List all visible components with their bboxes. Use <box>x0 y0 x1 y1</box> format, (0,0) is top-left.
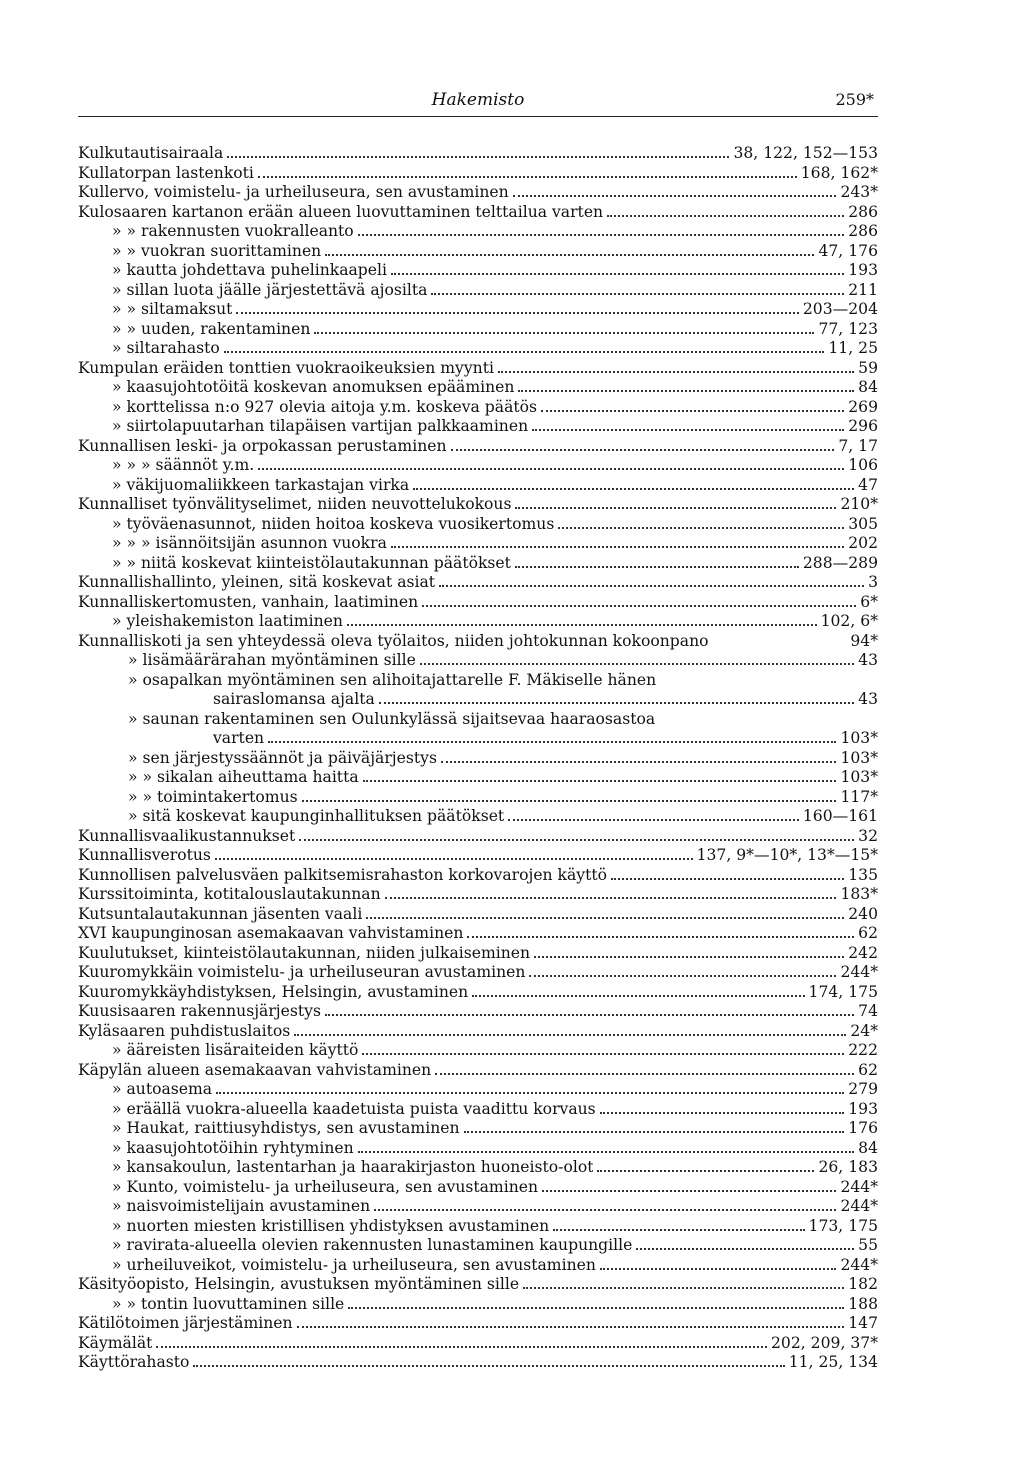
entry-text: Kunnalliset työnvälityselimet, niiden neuvottelukokous <box>78 495 512 513</box>
dot-leader <box>515 507 836 509</box>
entry-text: » » toimintakertomus <box>128 787 298 806</box>
entry-pages: 103* <box>840 729 878 747</box>
entry-pages: 137, 9*—10*, 13*—15* <box>696 846 878 864</box>
entry-text: Kullatorpan lastenkoti <box>78 163 254 182</box>
index-entry <box>78 1100 878 1120</box>
entry-pages: 193 <box>848 261 878 279</box>
entry-pages: 244* <box>840 963 878 981</box>
entry-text: Käyttörahasto <box>78 1353 190 1371</box>
index-entry <box>78 729 878 749</box>
index-entry <box>78 359 878 379</box>
dot-leader <box>636 1248 854 1250</box>
entry-text: » sillan luota jäälle järjestettävä ajosilta <box>112 280 428 299</box>
entry-pages: 243* <box>840 183 878 201</box>
entry-pages: 176 <box>848 1119 878 1137</box>
dot-leader <box>558 527 844 529</box>
dot-leader <box>422 605 856 607</box>
entry-text: Kumpulan eräiden tonttien vuokraoikeuksien myynti <box>78 358 494 377</box>
dot-leader <box>314 332 814 334</box>
index-entry <box>78 651 878 671</box>
entry-text: Kunnallisvaalikustannukset <box>78 826 296 845</box>
index-entry <box>78 710 878 730</box>
entry-pages: 84 <box>858 1138 878 1157</box>
index-entry <box>78 281 878 301</box>
entry-pages: 135 <box>848 865 878 884</box>
index-entry <box>78 534 878 554</box>
dot-leader <box>348 1307 844 1309</box>
dot-leader <box>435 1073 854 1075</box>
entry-pages: 222 <box>848 1041 878 1059</box>
index-entry <box>78 807 878 827</box>
index-entry <box>78 1139 878 1159</box>
entry-pages: 269 <box>848 397 878 416</box>
entry-pages: 296 <box>848 417 878 435</box>
dot-leader <box>431 293 844 295</box>
index-entry <box>78 885 878 905</box>
index-entry <box>78 183 878 203</box>
index-entry <box>78 1022 878 1042</box>
entry-pages: 103* <box>840 768 878 786</box>
index-entry <box>78 300 878 320</box>
dot-leader <box>597 1170 814 1172</box>
entry-pages: 3 <box>868 573 878 591</box>
entry-text: » lisämäärärahan myöntäminen sille <box>128 651 416 669</box>
entry-pages: 106 <box>848 456 878 474</box>
index-entry <box>78 1236 878 1256</box>
index-entry <box>78 866 878 886</box>
index-entry <box>78 905 878 925</box>
index-entry <box>78 1158 878 1178</box>
index-entry <box>78 963 878 983</box>
entry-text: » Kunto, voimistelu- ja urheiluseura, sen avustaminen <box>112 1177 539 1196</box>
entry-text: » nuorten miesten kristillisen yhdistyksen avustaminen <box>112 1216 550 1235</box>
entry-text: Kätilötoimen järjestäminen <box>78 1314 293 1332</box>
entry-text: Käymälät <box>78 1333 153 1352</box>
entry-text: » osapalkan myöntäminen sen alihoitajattarelle F. Mäkiselle hänen <box>128 670 657 689</box>
index-entry <box>78 944 878 964</box>
entry-pages: 202 <box>848 534 878 552</box>
dot-leader <box>464 1131 845 1133</box>
page-number: 259* <box>835 90 874 109</box>
entry-pages: 183* <box>840 885 878 903</box>
entry-text: Kunnalliskoti ja sen yhteydessä oleva työlaitos, niiden johtokunnan kokoonpano <box>78 631 709 650</box>
entry-pages: 59 <box>858 358 878 377</box>
index-entry <box>78 515 878 535</box>
entry-pages: 77, 123 <box>818 319 878 338</box>
entry-pages: 103* <box>840 748 878 767</box>
index-entry <box>78 1275 878 1295</box>
index-entry <box>78 339 878 359</box>
entry-pages: 210* <box>840 495 878 513</box>
dot-leader <box>297 1326 845 1328</box>
dot-leader <box>542 1190 836 1192</box>
entry-text: » kansakoulun, lastentarhan ja haarakirjaston huoneisto-olot <box>112 1158 594 1176</box>
entry-text: Käpylän alueen asemakaavan vahvistaminen <box>78 1060 432 1079</box>
index-entry <box>78 1002 878 1022</box>
entry-text: Kuuromykkäyhdistyksen, Helsingin, avustaminen <box>78 982 469 1001</box>
index-entry <box>78 1314 878 1334</box>
dot-leader <box>156 1346 767 1348</box>
index-entry <box>78 398 878 418</box>
entry-text: Kutsuntalautakunnan jäsenten vaali <box>78 904 363 923</box>
index-entry <box>78 1041 878 1061</box>
index-entry <box>78 242 878 262</box>
dot-leader <box>358 234 845 236</box>
entry-pages: 102, 6* <box>820 612 878 630</box>
page-header <box>78 86 878 117</box>
entry-pages: 174, 175 <box>808 982 878 1001</box>
entry-pages: 244* <box>840 1197 878 1215</box>
dot-leader <box>467 936 854 938</box>
index-entry <box>78 827 878 847</box>
dot-leader <box>498 371 854 373</box>
entry-text: » » siltamaksut <box>112 300 233 318</box>
index-entry <box>78 846 878 866</box>
index-entry <box>78 164 878 184</box>
dot-leader <box>215 858 693 860</box>
dot-leader <box>523 1287 844 1289</box>
index-entry <box>78 1080 878 1100</box>
entry-text: » » niitä koskevat kiinteistölautakunnan päätökset <box>112 553 511 572</box>
index-entry <box>78 1295 878 1315</box>
entry-pages: 188 <box>848 1294 878 1313</box>
entry-text: » korttelissa n:o 927 olevia aitoja y.m. koskeva päätös <box>112 397 538 416</box>
index-entry <box>78 554 878 574</box>
entry-pages: 32 <box>858 826 878 845</box>
entry-text: » työväenasunnot, niiden hoitoa koskeva vuosikertomus <box>112 514 555 533</box>
entry-text: Kunnallisen leski- ja orpokassan perustaminen <box>78 436 447 455</box>
dot-leader <box>347 624 817 626</box>
dot-leader <box>441 761 836 763</box>
entry-pages: 244* <box>840 1177 878 1196</box>
dot-leader <box>236 312 798 314</box>
entry-pages: 203—204 <box>802 300 878 318</box>
dot-leader <box>363 780 837 782</box>
index-entry <box>78 437 878 457</box>
entry-pages: 11, 25 <box>828 339 878 357</box>
entry-text: Käsityöopisto, Helsingin, avustuksen myöntäminen sille <box>78 1275 520 1293</box>
entry-pages: 94* <box>850 631 878 650</box>
entry-pages: 305 <box>848 514 878 533</box>
entry-pages: 43 <box>858 651 878 669</box>
dot-leader <box>302 800 837 802</box>
entry-text: Kunnallisverotus <box>78 846 211 864</box>
entry-text: » urheiluveikot, voimistelu- ja urheiluseura, sen avustaminen <box>112 1255 596 1274</box>
entry-text: » kautta johdettava puhelinkaapeli <box>112 261 387 279</box>
index-entry <box>78 1217 878 1237</box>
entry-pages: 62 <box>858 1060 878 1079</box>
index-entry <box>78 1119 878 1139</box>
dot-leader <box>366 917 844 919</box>
entry-text: sairaslomansa ajalta <box>213 690 375 708</box>
entry-text: » autoasema <box>112 1080 213 1098</box>
entry-text: Kulosaaren kartanon erään alueen luovuttaminen telttailua varten <box>78 202 604 221</box>
entry-text: Kunnalliskertomusten, vanhain, laatiminen <box>78 592 419 611</box>
entry-text: » » vuokran suorittaminen <box>112 241 322 260</box>
index-entry <box>78 924 878 944</box>
dot-leader <box>385 897 837 899</box>
entry-pages: 240 <box>848 904 878 923</box>
dot-leader <box>193 1365 784 1367</box>
entry-text: » ravirata-alueella olevien rakennusten lunastaminen kaupungille <box>112 1236 633 1254</box>
entry-text: » » uuden, rakentaminen <box>112 319 311 338</box>
entry-text: varten <box>213 729 265 747</box>
dot-leader <box>374 1209 836 1211</box>
entry-pages: 288—289 <box>802 553 878 572</box>
entry-text: Kullervo, voimistelu- ja urheiluseura, sen avustaminen <box>78 183 509 201</box>
entry-pages: 43 <box>858 690 878 708</box>
index-entries <box>78 144 878 1373</box>
running-title: Hakemisto <box>431 90 525 110</box>
entry-pages: 47 <box>858 475 878 494</box>
entry-pages: 47, 176 <box>818 241 878 260</box>
index-entry <box>78 456 878 476</box>
entry-text: Kuusisaaren rakennusjärjestys <box>78 1002 321 1020</box>
dot-leader <box>358 1151 855 1153</box>
dot-leader <box>420 663 854 665</box>
entry-text: » siltarahasto <box>112 339 220 357</box>
entry-text: » eräällä vuokra-alueella kaadetuista puista vaadittu korvaus <box>112 1099 596 1118</box>
dot-leader <box>216 1092 844 1094</box>
index-entry <box>78 671 878 691</box>
entry-text: Kuuromykkäin voimistelu- ja urheiluseuran avustaminen <box>78 963 526 981</box>
entry-pages: 62 <box>858 924 878 942</box>
entry-text: Kurssitoiminta, kotitalouslautakunnan <box>78 885 381 903</box>
entry-text: Kuulutukset, kiinteistölautakunnan, niiden julkaiseminen <box>78 943 531 962</box>
index-entry <box>78 222 878 242</box>
entry-pages: 74 <box>858 1002 878 1020</box>
entry-text: » » tontin luovuttaminen sille <box>112 1294 345 1313</box>
dot-leader <box>227 156 729 158</box>
entry-text: » väkijuomaliikkeen tarkastajan virka <box>112 475 410 494</box>
dot-leader <box>224 351 825 353</box>
entry-text: XVI kaupunginosan asemakaavan vahvistaminen <box>78 924 464 942</box>
index-entry <box>78 749 878 769</box>
entry-text: » » » säännöt y.m. <box>112 456 255 474</box>
dot-leader <box>515 566 799 568</box>
dot-leader <box>439 585 864 587</box>
entry-pages: 24* <box>850 1021 878 1040</box>
dot-leader <box>472 995 804 997</box>
entry-text: Kyläsaaren puhdistuslaitos <box>78 1021 291 1040</box>
index-entry <box>78 417 878 437</box>
entry-text: » sitä koskevat kaupunginhallituksen päätökset <box>128 807 505 825</box>
entry-pages: 193 <box>848 1099 878 1118</box>
entry-text: » » rakennusten vuokralleanto <box>112 222 354 240</box>
dot-leader <box>299 839 854 841</box>
index-entry <box>78 573 878 593</box>
index-entry <box>78 261 878 281</box>
entry-text: Kunnallishallinto, yleinen, sitä koskevat asiat <box>78 573 436 591</box>
entry-pages: 117* <box>840 787 878 806</box>
entry-pages: 182 <box>848 1275 878 1293</box>
index-entry <box>78 1256 878 1276</box>
dot-leader <box>258 468 844 470</box>
dot-leader <box>258 176 797 178</box>
index-entry <box>78 144 878 164</box>
index-entry <box>78 1353 878 1373</box>
entry-pages: 244* <box>840 1255 878 1274</box>
index-entry <box>78 1197 878 1217</box>
index-entry <box>78 495 878 515</box>
index-page <box>78 86 878 1373</box>
entry-pages: 84 <box>858 378 878 396</box>
index-entry <box>78 1334 878 1354</box>
index-entry <box>78 612 878 632</box>
dot-leader <box>518 390 854 392</box>
dot-leader <box>413 488 854 490</box>
entry-pages: 147 <box>848 1314 878 1332</box>
dot-leader <box>600 1112 845 1114</box>
entry-pages: 242 <box>848 943 878 962</box>
entry-pages: 286 <box>848 202 878 221</box>
dot-leader <box>600 1268 837 1270</box>
dot-leader <box>362 1053 844 1055</box>
dot-leader <box>391 273 844 275</box>
index-entry <box>78 320 878 340</box>
dot-leader <box>553 1229 804 1231</box>
dot-leader <box>607 215 844 217</box>
index-entry <box>78 768 878 788</box>
entry-pages: 202, 209, 37* <box>771 1333 878 1352</box>
entry-pages: 11, 25, 134 <box>788 1353 878 1371</box>
entry-text: Kunnollisen palvelusväen palkitsemisrahaston korkovarojen käyttö <box>78 865 608 884</box>
dot-leader <box>513 195 837 197</box>
entry-text: » » sikalan aiheuttama haitta <box>128 768 359 786</box>
dot-leader <box>325 1014 854 1016</box>
index-entry <box>78 788 878 808</box>
index-entry <box>78 203 878 223</box>
index-entry <box>78 632 878 652</box>
entry-text: » ääreisten lisäraiteiden käyttö <box>112 1041 359 1059</box>
index-entry <box>78 593 878 613</box>
entry-text: » yleishakemiston laatiminen <box>112 612 343 630</box>
index-entry <box>78 983 878 1003</box>
dot-leader <box>294 1034 846 1036</box>
dot-leader <box>451 449 835 451</box>
entry-text: » saunan rakentaminen sen Oulunkylässä sijaitsevaa haaraosastoa <box>128 709 656 728</box>
entry-text: » » » isännöitsijän asunnon vuokra <box>112 534 387 552</box>
entry-pages: 6* <box>860 592 878 611</box>
entry-pages: 286 <box>848 222 878 240</box>
entry-pages: 160—161 <box>802 807 878 825</box>
dot-leader <box>541 410 844 412</box>
entry-pages: 26, 183 <box>818 1158 878 1176</box>
entry-pages: 7, 17 <box>838 436 878 455</box>
entry-pages: 38, 122, 152—153 <box>733 144 878 162</box>
index-entry <box>78 378 878 398</box>
dot-leader <box>508 819 799 821</box>
index-entry <box>78 1178 878 1198</box>
entry-pages: 279 <box>848 1080 878 1098</box>
dot-leader <box>268 741 836 743</box>
entry-text: » sen järjestyssäännöt ja päiväjärjestys <box>128 748 437 767</box>
dot-leader <box>391 546 844 548</box>
index-entry <box>78 690 878 710</box>
entry-pages: 211 <box>848 280 878 299</box>
entry-text: » kaasujohtotöitä koskevan anomuksen epääminen <box>112 378 515 396</box>
entry-text: » siirtolapuutarhan tilapäisen vartijan palkkaaminen <box>112 417 529 435</box>
entry-text: » Haukat, raittiusyhdistys, sen avustaminen <box>112 1119 460 1137</box>
entry-pages: 55 <box>858 1236 878 1254</box>
dot-leader <box>611 878 844 880</box>
dot-leader <box>379 702 854 704</box>
entry-text: » naisvoimistelijain avustaminen <box>112 1197 371 1215</box>
dot-leader <box>325 254 814 256</box>
entry-pages: 173, 175 <box>808 1216 878 1235</box>
dot-leader <box>532 429 844 431</box>
dot-leader <box>529 975 836 977</box>
entry-pages: 168, 162* <box>800 163 878 182</box>
entry-text: » kaasujohtotöihin ryhtyminen <box>112 1138 354 1157</box>
dot-leader <box>534 956 844 958</box>
entry-text: Kulkutautisairaala <box>78 144 224 162</box>
index-entry <box>78 476 878 496</box>
index-entry <box>78 1061 878 1081</box>
